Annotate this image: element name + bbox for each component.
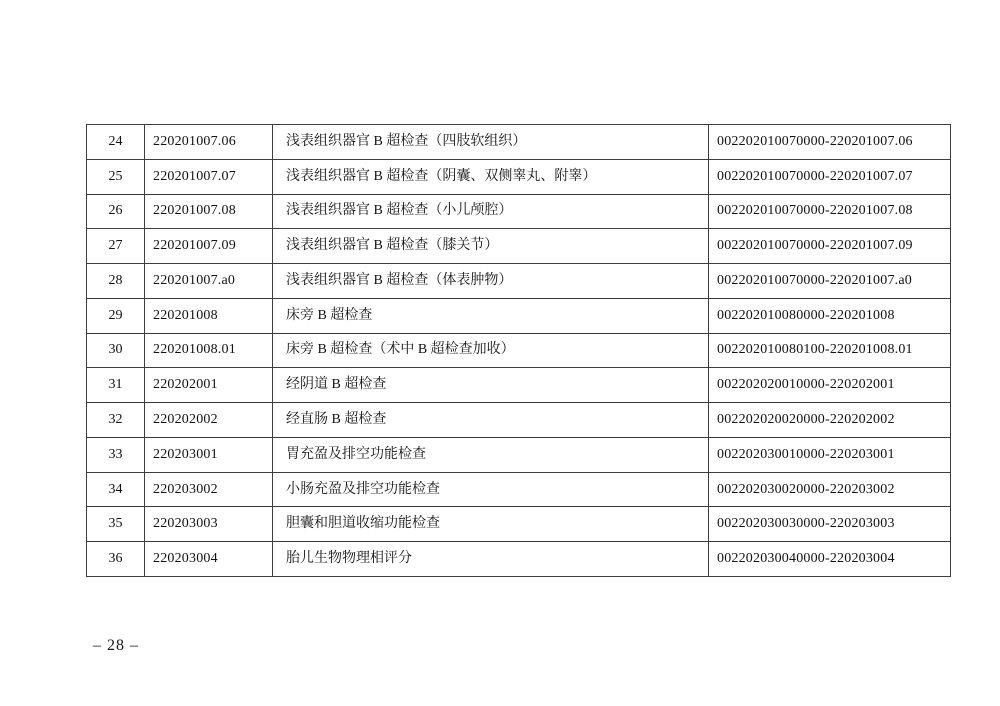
- table-row: [87, 194, 951, 229]
- cell-item-name: 胃充盈及排空功能检查: [273, 437, 709, 472]
- cell-full-code: 002202010070000-220201007.09: [709, 229, 951, 264]
- cell-row-number: 31: [87, 368, 145, 403]
- cell-full-code: 002202030040000-220203004: [709, 542, 951, 577]
- cell-item-name: 浅表组织器官 B 超检查（四肢软组织）: [273, 125, 709, 160]
- cell-item-name: 浅表组织器官 B 超检查（阴囊、双侧睾丸、附睾）: [273, 159, 709, 194]
- cell-full-code: 002202030010000-220203001: [709, 437, 951, 472]
- cell-row-number: 32: [87, 403, 145, 438]
- cell-row-number: 29: [87, 298, 145, 333]
- cell-full-code: 002202010070000-220201007.08: [709, 194, 951, 229]
- cell-item-code: 220202001: [145, 368, 273, 403]
- table-row: [87, 229, 951, 264]
- cell-item-name: 胆囊和胆道收缩功能检查: [273, 507, 709, 542]
- cell-row-number: 33: [87, 437, 145, 472]
- cell-full-code: 002202020010000-220202001: [709, 368, 951, 403]
- cell-full-code: 002202030020000-220203002: [709, 472, 951, 507]
- cell-item-code: 220203004: [145, 542, 273, 577]
- procedure-code-table: [86, 124, 951, 577]
- table-row: [87, 159, 951, 194]
- table-row: [87, 542, 951, 577]
- cell-row-number: 25: [87, 159, 145, 194]
- table-row: [87, 125, 951, 160]
- table-row: [87, 264, 951, 299]
- cell-row-number: 28: [87, 264, 145, 299]
- cell-item-name: 浅表组织器官 B 超检查（体表肿物）: [273, 264, 709, 299]
- cell-item-code: 220202002: [145, 403, 273, 438]
- cell-row-number: 34: [87, 472, 145, 507]
- cell-item-name: 浅表组织器官 B 超检查（小儿颅腔）: [273, 194, 709, 229]
- cell-item-code: 220201008: [145, 298, 273, 333]
- cell-full-code: 002202010070000-220201007.06: [709, 125, 951, 160]
- cell-item-name: 小肠充盈及排空功能检查: [273, 472, 709, 507]
- cell-row-number: 35: [87, 507, 145, 542]
- cell-row-number: 26: [87, 194, 145, 229]
- cell-item-name: 床旁 B 超检查（术中 B 超检查加收）: [273, 333, 709, 368]
- table-row: [87, 403, 951, 438]
- cell-full-code: 002202010080100-220201008.01: [709, 333, 951, 368]
- table-row: [87, 298, 951, 333]
- cell-item-code: 220201007.a0: [145, 264, 273, 299]
- cell-full-code: 002202030030000-220203003: [709, 507, 951, 542]
- cell-full-code: 002202010070000-220201007.a0: [709, 264, 951, 299]
- cell-item-code: 220201007.09: [145, 229, 273, 264]
- page-number: – 28 –: [93, 637, 139, 654]
- cell-item-code: 220203002: [145, 472, 273, 507]
- table-row: [87, 472, 951, 507]
- table-row: [87, 507, 951, 542]
- cell-row-number: 27: [87, 229, 145, 264]
- cell-row-number: 30: [87, 333, 145, 368]
- cell-full-code: 002202010080000-220201008: [709, 298, 951, 333]
- cell-item-name: 经阴道 B 超检查: [273, 368, 709, 403]
- cell-item-code: 220201007.06: [145, 125, 273, 160]
- cell-item-name: 胎儿生物物理相评分: [273, 542, 709, 577]
- cell-item-code: 220201007.07: [145, 159, 273, 194]
- cell-item-code: 220201007.08: [145, 194, 273, 229]
- cell-row-number: 36: [87, 542, 145, 577]
- cell-full-code: 002202020020000-220202002: [709, 403, 951, 438]
- cell-item-code: 220203003: [145, 507, 273, 542]
- cell-row-number: 24: [87, 125, 145, 160]
- cell-item-name: 床旁 B 超检查: [273, 298, 709, 333]
- table-row: [87, 437, 951, 472]
- cell-item-name: 浅表组织器官 B 超检查（膝关节）: [273, 229, 709, 264]
- cell-item-code: 220201008.01: [145, 333, 273, 368]
- cell-item-name: 经直肠 B 超检查: [273, 403, 709, 438]
- cell-full-code: 002202010070000-220201007.07: [709, 159, 951, 194]
- table-row: [87, 368, 951, 403]
- table-row: [87, 333, 951, 368]
- cell-item-code: 220203001: [145, 437, 273, 472]
